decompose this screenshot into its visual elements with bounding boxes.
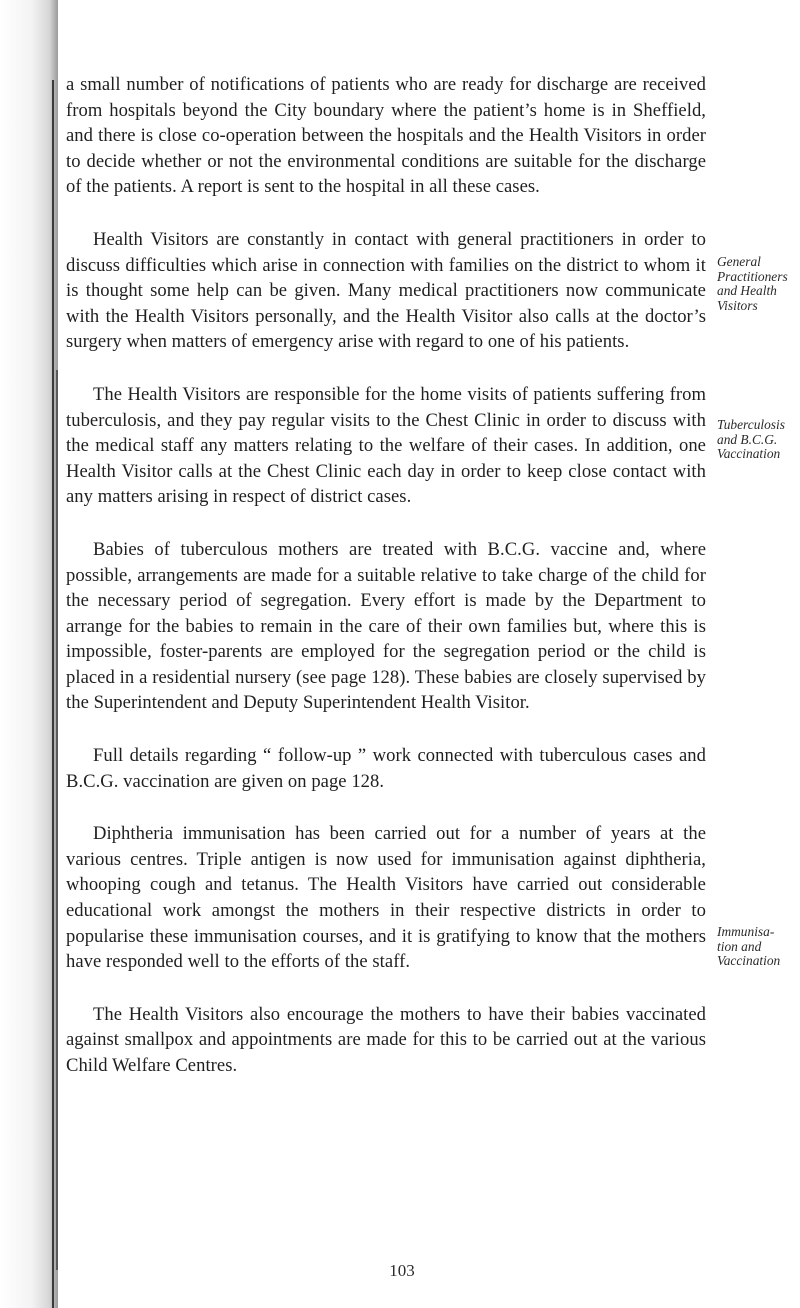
paragraph-general-practitioners: Health Visitors are constantly in contact with general practitioners in order to discuss difficulties which arise in connection with families on the district to whom it is thought some help can be given. Many medical practitioners now communicate with the Health Visitors personally, and the Health Visitor also calls at the doctor’s surgery when matters of emergency arise with regard to one of his patients. xyxy=(66,228,706,353)
page-number: 103 xyxy=(389,1261,415,1280)
margin-note-line: Visitors xyxy=(717,297,758,313)
paragraph-tuberculosis-visits: The Health Visitors are responsible for the home visits of patients suffering from tuberculosis, and they pay regular visits to the Chest Clinic in order to discuss with the medical staff any matters relating to the welfare of their cases. In addition, one Health Visitor calls at the Chest Clinic each day in order to keep close contact with any matters arising in respect of district cases. xyxy=(66,383,706,508)
margin-note-line: Tuberculosis xyxy=(717,417,785,432)
margin-note-tuberculosis xyxy=(717,418,799,462)
margin-note-general-practitioners xyxy=(717,255,799,313)
binding-shadow xyxy=(0,0,58,1308)
binding-edge-line-inner xyxy=(56,370,58,1270)
margin-note-line: Vaccination xyxy=(717,953,781,968)
paragraph-diphtheria-immunisation: Diphtheria immunisation has been carried out for a number of years at the various centres. Triple antigen is now used for immunisation against diphtheria, whooping cough and tetanus. The Health Visitors have carried out considerable educational work amongst the mothers in their respective districts in order to popularise these immunisation courses, and it is gratifying to know that the mothers have responded well to the efforts of the staff. xyxy=(66,823,706,973)
margin-note-line: General xyxy=(717,254,761,269)
main-text-column xyxy=(66,72,706,1079)
margin-note-line: Vaccination xyxy=(717,446,781,461)
paragraph-follow-up-details: Full details regarding “ follow-up ” work connected with tuberculous cases and B.C.G. vaccination are given on page 128. xyxy=(66,745,706,792)
binding-edge-line xyxy=(52,80,54,1308)
margin-note-line: and B.C.G. xyxy=(717,431,778,447)
margin-note-immunisation xyxy=(717,925,799,969)
margin-note-line: Practitioners xyxy=(717,268,788,284)
margin-note-line: tion and xyxy=(717,938,762,954)
paragraph-smallpox-vaccination: The Health Visitors also encourage the mothers to have their babies vaccinated against smallpox and appointments are made for this to be carried out at the various Child Welfare Centres. xyxy=(66,1003,706,1076)
margin-note-line: Immunisa- xyxy=(717,924,775,939)
paragraph-bcg-babies: Babies of tuberculous mothers are treated with B.C.G. vaccine and, where possible, arrangements are made for a suitable relative to take charge of the child for the necessary period of segregation. Every effort is made by the Department to arrange for the babies to remain in the care of their own families but, where this is impossible, foster-parents are employed for the segregation period or the child is placed in a residential nursery (see page 128). These babies are closely supervised by the Superintendent and Deputy Superintendent Health Visitor. xyxy=(66,538,706,714)
paragraph-discharge-notifications: a small number of notifications of patients who are ready for discharge are received from hospitals beyond the City boundary where the patient’s home is in Sheffield, and there is close co-operation between the hospitals and the Health Visitors in order to decide whether or not the environmental conditions are suitable for the discharge of the patients. A report is sent to the hospital in all these cases. xyxy=(66,74,706,198)
margin-note-line: and Health xyxy=(717,283,777,298)
